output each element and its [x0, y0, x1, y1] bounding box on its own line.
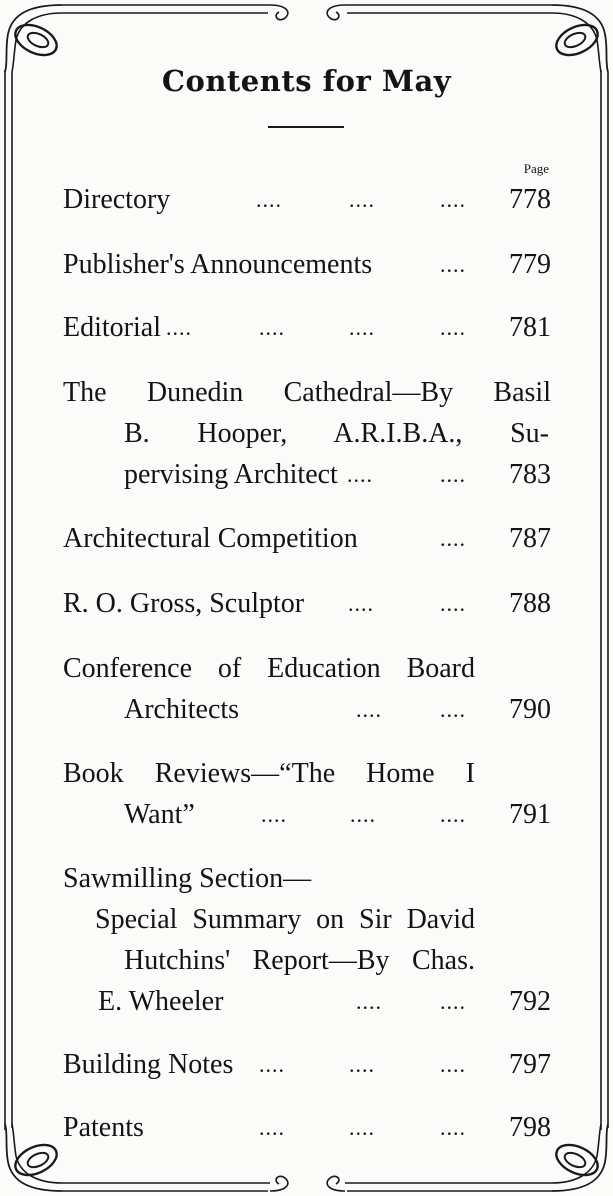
leader-dots: ....	[261, 802, 287, 827]
leader-dots: ....	[349, 315, 375, 340]
entry-title: Building Notes	[63, 1049, 234, 1080]
toc-entry-dunedin-cathedral-cont	[124, 458, 551, 492]
entry-title: R. O. Gross, Sculptor	[63, 588, 305, 619]
page-number: 779	[509, 249, 551, 280]
page-number: 788	[509, 588, 551, 619]
leader-dots: ....	[440, 1052, 466, 1077]
page-number: 792	[509, 986, 551, 1017]
leader-dots: ....	[259, 1052, 285, 1077]
entry-title: Directory	[63, 184, 171, 215]
page-number: 790	[509, 694, 551, 725]
leader-dots: ....	[440, 697, 466, 722]
entry-title: Conference of Education Board	[63, 653, 475, 684]
entry-title: pervising Architect	[124, 459, 338, 490]
entry-title: The Dunedin Cathedral—By Basil	[63, 377, 551, 408]
leader-dots: ....	[440, 315, 466, 340]
leader-dots: ....	[256, 187, 282, 212]
leader-dots: ....	[440, 462, 466, 487]
leader-dots: ....	[440, 591, 466, 616]
entry-title: B. Hooper, A.R.I.B.A., Su-	[124, 418, 549, 449]
toc-entry-ro-gross	[63, 587, 551, 621]
page-title: Contents for May	[161, 64, 452, 98]
toc-entry-sawmilling-cont	[124, 944, 475, 978]
toc-entry-directory	[63, 183, 551, 217]
page-number: 798	[509, 1112, 551, 1143]
leader-dots: ....	[440, 989, 466, 1014]
entry-title: Want”	[124, 799, 195, 830]
toc-entry-conference	[63, 652, 475, 686]
toc-entry-architectural-competition	[63, 522, 551, 556]
entry-title: Book Reviews—“The Home I	[63, 758, 475, 789]
leader-dots: ....	[259, 1115, 285, 1140]
leader-dots: ....	[356, 989, 382, 1014]
toc-entry-editorial	[63, 311, 551, 345]
toc-entry-building-notes	[63, 1048, 551, 1082]
entry-title: Publisher's Announcements	[63, 249, 373, 280]
title-rule	[268, 126, 344, 128]
leader-dots: ....	[440, 187, 466, 212]
leader-dots: ....	[349, 187, 375, 212]
leader-dots: ....	[440, 802, 466, 827]
entry-title: E. Wheeler	[98, 986, 224, 1017]
toc-entry-dunedin-cathedral-cont	[124, 417, 549, 451]
toc-entry-sawmilling	[63, 862, 551, 896]
toc-entry-book-reviews	[63, 757, 475, 791]
toc-entry-sawmilling-cont	[95, 903, 475, 937]
entry-title: Hutchins' Report—By Chas.	[124, 945, 475, 976]
page-number: 783	[509, 459, 551, 490]
leader-dots: ....	[349, 1115, 375, 1140]
toc-entry-sawmilling-cont	[98, 985, 551, 1019]
page-number: 787	[509, 523, 551, 554]
page-number: 781	[509, 312, 551, 343]
leader-dots: ....	[347, 462, 373, 487]
leader-dots: ....	[350, 802, 376, 827]
entry-title: Architectural Competition	[63, 523, 358, 554]
entry-title: Sawmilling Section—	[63, 863, 312, 894]
page-number: 778	[509, 184, 551, 215]
toc-entry-publishers-announcements	[63, 248, 551, 282]
entry-title: Patents	[63, 1112, 144, 1143]
toc-entry-patents	[63, 1111, 551, 1145]
leader-dots: ....	[259, 315, 285, 340]
page-number: 791	[509, 799, 551, 830]
leader-dots: ....	[349, 1052, 375, 1077]
leader-dots: ....	[348, 591, 374, 616]
leader-dots: ....	[440, 526, 466, 551]
entry-title: Editorial	[63, 312, 161, 343]
page-number: 797	[509, 1049, 551, 1080]
leader-dots: ....	[440, 252, 466, 277]
page-column-label: Page	[523, 161, 549, 176]
toc-entry-conference-cont	[124, 693, 551, 727]
entry-title: Architects	[124, 694, 240, 725]
toc-entry-dunedin-cathedral	[63, 376, 551, 410]
leader-dots: ....	[166, 315, 192, 340]
leader-dots: ....	[440, 1115, 466, 1140]
leader-dots: ....	[356, 697, 382, 722]
toc-entry-book-reviews-cont	[124, 798, 551, 832]
entry-title: Special Summary on Sir David	[95, 904, 475, 935]
